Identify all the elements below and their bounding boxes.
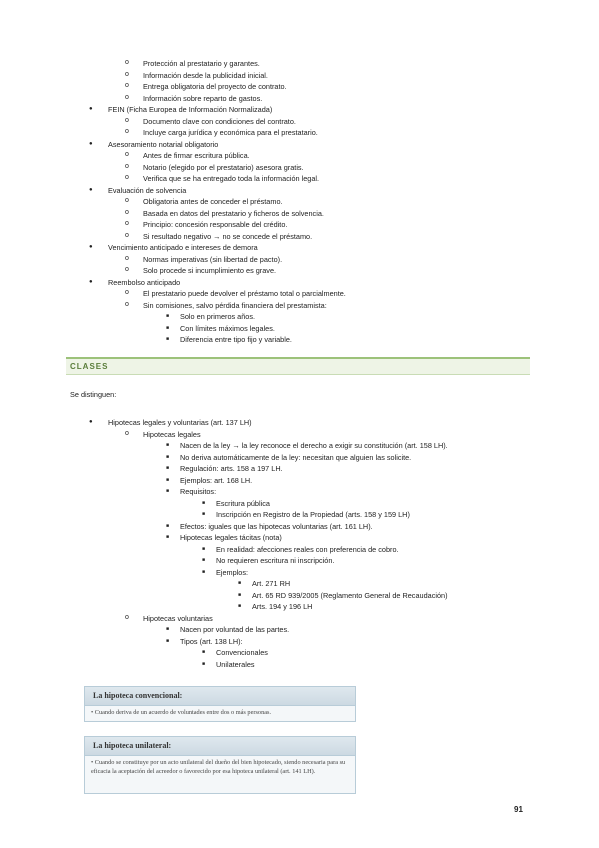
list-item: ■ Unilaterales (216, 660, 255, 669)
list-item: o Principio: concesión responsable del crédito. (143, 220, 287, 229)
list-item: ■ Solo en primeros años. (180, 312, 255, 321)
list-item: o Protección al prestatario y garantes. (143, 59, 260, 68)
list-item: o Obligatoria antes de conceder el préstamo. (143, 197, 283, 206)
list-item: ● FEIN (Ficha Europea de Información Normalizada) (108, 105, 272, 114)
list-item: ■ Regulación: arts. 158 a 197 LH. (180, 464, 283, 473)
list-item: ■ Convencionales (216, 648, 268, 657)
list-item: ■ No requieren escritura ni inscripción. (216, 556, 334, 565)
list-item: ■ Diferencia entre tipo fijo y variable. (180, 335, 292, 344)
list-item: o Antes de firmar escritura pública. (143, 151, 250, 160)
box-title: La hipoteca convencional: (93, 691, 183, 700)
list-item: ■ Con límites máximos legales. (180, 324, 275, 333)
section-rule-bottom (66, 374, 530, 375)
list-item: ● Evaluación de solvencia (108, 186, 186, 195)
list-item: ● Asesoramiento notarial obligatorio (108, 140, 218, 149)
section-header-band (66, 359, 530, 374)
list-item: ■ Tipos (art. 138 LH): (180, 637, 243, 646)
list-item: o Normas imperativas (sin libertad de pacto). (143, 255, 282, 264)
list-item: o Verifica que se ha entregado toda la información legal. (143, 174, 319, 183)
list-item: ■ Art. 271 RH (252, 579, 290, 588)
list-item: ● Hipotecas legales y voluntarias (art. 137 LH) (108, 418, 252, 427)
list-item: ● Vencimiento anticipado e intereses de demora (108, 243, 258, 252)
list-item: ■ Escritura pública (216, 499, 270, 508)
list-item: ■ Art. 65 RD 939/2005 (Reglamento General de Recaudación) (252, 591, 448, 600)
page-number: 91 (514, 805, 523, 814)
list-item: o El prestatario puede devolver el préstamo total o parcialmente. (143, 289, 346, 298)
list-item: ■ Requisitos: (180, 487, 216, 496)
box-text: • Cuando deriva de un acuerdo de voluntades entre dos o más personas. (91, 709, 272, 716)
box-title: La hipoteca unilateral: (93, 741, 172, 750)
list-item: ■ Inscripción en Registro de la Propiedad (arts. 158 y 159 LH) (216, 510, 410, 519)
list-item: o Solo procede si incumplimiento es grave. (143, 266, 276, 275)
list-item: o Documento clave con condiciones del contrato. (143, 117, 296, 126)
list-item: o Notario (elegido por el prestatario) asesora gratis. (143, 163, 304, 172)
list-item: ● Reembolso anticipado (108, 278, 180, 287)
list-item: o Hipotecas voluntarias (143, 614, 213, 623)
list-item: ■ Hipotecas legales tácitas (nota) (180, 533, 282, 542)
list-item: ■ Arts. 194 y 196 LH (252, 602, 312, 611)
box-text: • Cuando se constituye por un acto unilateral del dueño del bien hipotecado, siendo necesaria para su eficacia la aceptación del acreedor o favorecido por esa hipoteca unilateral (art. 141 LH). (91, 759, 346, 775)
list-item: o Incluye carga jurídica y económica para el prestatario. (143, 128, 318, 137)
list-item: o Sin comisiones, salvo pérdida financiera del prestamista: (143, 301, 327, 310)
list-item: ■ Ejemplos: (216, 568, 248, 577)
section-intro: Se distinguen: (70, 390, 117, 399)
box-unilateral (84, 736, 356, 794)
list-item: ■ En realidad: afecciones reales con preferencia de cobro. (216, 545, 399, 554)
list-item: o Entrega obligatoria del proyecto de contrato. (143, 82, 287, 91)
section-title: CLASES (70, 362, 109, 371)
list-item: ■ Nacen por voluntad de las partes. (180, 625, 289, 634)
list-item: o Basada en datos del prestatario y ficheros de solvencia. (143, 209, 324, 218)
list-item: ■ Nacen de la ley → la ley reconoce el derecho a exigir su constitución (art. 158 LH). (180, 441, 448, 450)
box-convencional (84, 686, 356, 722)
list-item: o Si resultado negativo → no se concede el préstamo. (143, 232, 312, 241)
list-item: o Información sobre reparto de gastos. (143, 94, 262, 103)
list-item: o Hipotecas legales (143, 430, 201, 439)
list-item: ■ Efectos: iguales que las hipotecas voluntarias (art. 161 LH). (180, 522, 373, 531)
list-item: ■ No deriva automáticamente de la ley: necesitan que alguien las solicite. (180, 453, 411, 462)
list-item: o Información desde la publicidad inicial. (143, 71, 268, 80)
list-item: ■ Ejemplos: art. 168 LH. (180, 476, 252, 485)
